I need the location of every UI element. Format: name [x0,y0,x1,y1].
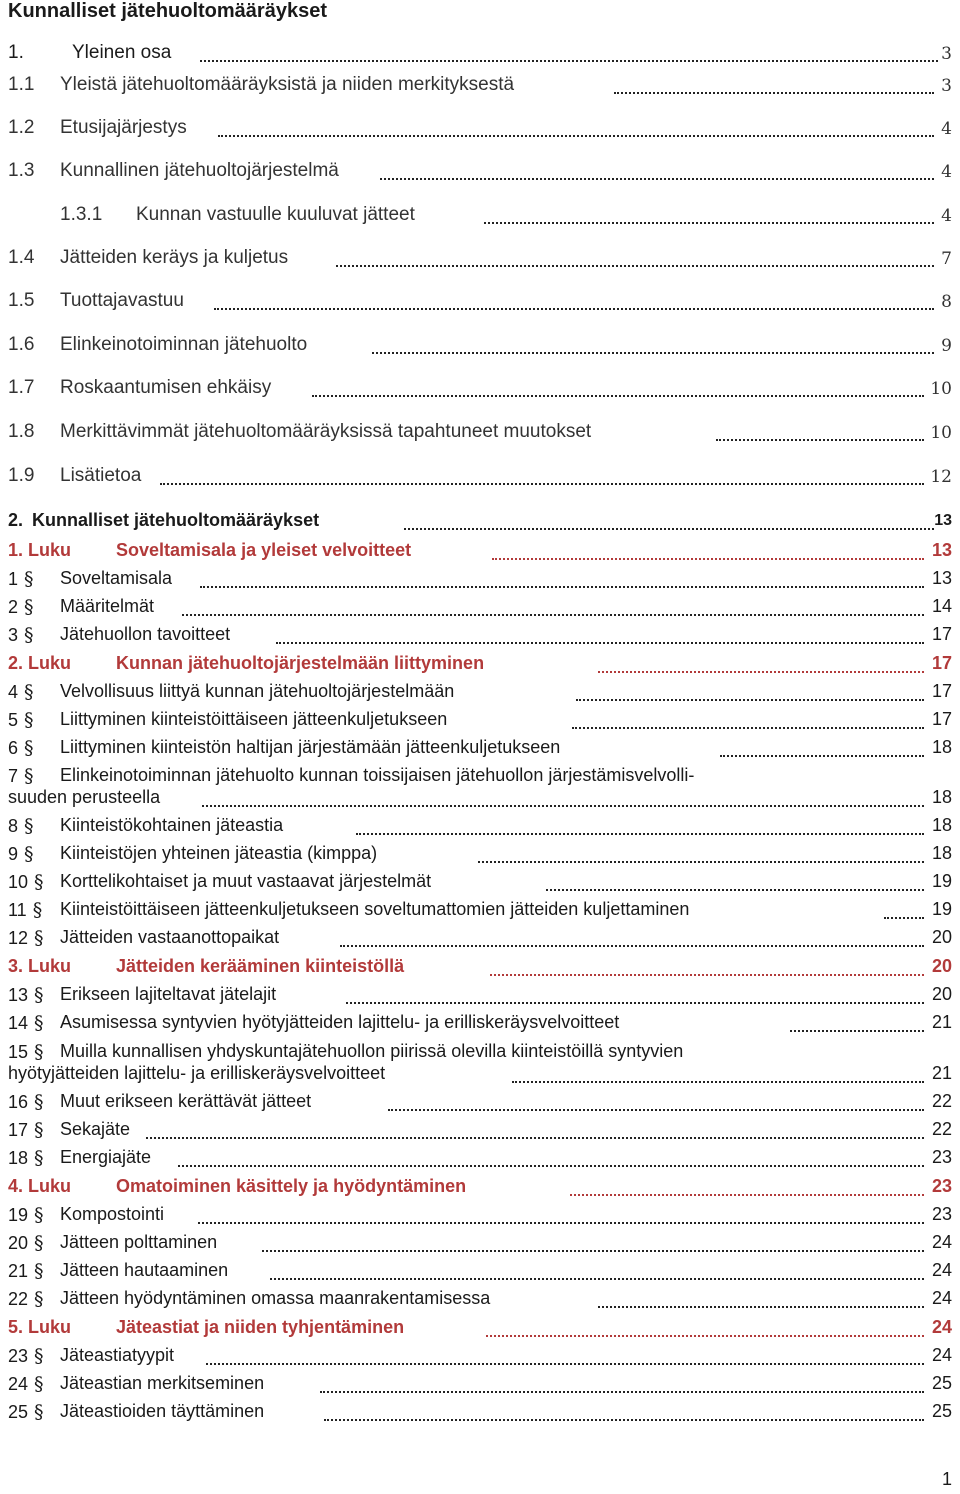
toc-page: 13 [931,540,952,560]
toc-entry[interactable] [0,117,960,147]
toc-chapter-number: 3. Luku [8,956,72,976]
toc-page: 4 [941,206,952,226]
toc-leader [276,624,924,644]
toc-page: 20 [931,956,952,976]
section-sign: § [34,1345,44,1367]
toc-text-line1: Muilla kunnallisen yhdyskuntajätehuollon piirissä olevilla kiinteistöillä syntyvien [60,1041,684,1061]
toc-section[interactable] [0,1345,960,1375]
toc-text: Liittyminen kiinteistön haltijan järjestämään jätteenkuljetukseen [60,737,561,757]
toc-leader [146,1119,924,1139]
toc-text: Kunnan vastuulle kuuluvat jätteet [136,204,415,225]
toc-page: 3 [941,76,952,96]
toc-number: 23 § [8,1345,44,1367]
toc-page: 14 [931,596,952,616]
toc-section[interactable] [0,709,960,739]
toc-leader [492,540,924,560]
toc-leader [576,681,924,701]
toc-page: 17 [931,653,952,673]
toc-page: 22 [931,1091,952,1111]
toc-leader [202,787,924,807]
toc-number: 1 § [8,568,34,590]
toc-leader [570,1176,924,1196]
toc-entry[interactable] [0,160,960,190]
toc-section[interactable] [0,1204,960,1234]
toc-page: 4 [941,119,952,139]
toc-number: 1. [8,42,24,63]
toc-section[interactable] [0,596,960,626]
toc-entry[interactable] [0,74,960,104]
section-sign: § [24,681,34,703]
section-sign: § [24,709,34,731]
toc-chapter-number: 2. Luku [8,653,72,673]
section-sign: § [34,1041,44,1063]
toc-number: 1.3 [8,160,35,181]
toc-leader [372,334,934,354]
toc-number: 1.1 [8,74,35,95]
toc-chapter-number: 5. Luku [8,1317,72,1337]
toc-leader [312,377,924,397]
toc-text: Kiinteistöittäiseen jätteenkuljetukseen soveltumattomien jätteiden kuljettaminen [60,899,690,919]
toc-text: Kiinteistöjen yhteinen jäteastia (kimppa) [60,843,378,863]
toc-page: 22 [931,1119,952,1139]
toc-leader [546,871,924,891]
toc-text: Korttelikohtaiset ja muut vastaavat järjestelmät [60,871,432,891]
toc-number: 10 § [8,871,44,893]
toc-leader [614,74,934,94]
toc-text: Jäteastiatyypit [60,1345,175,1365]
toc-entry[interactable] [0,465,960,495]
toc-leader [200,42,938,62]
toc-text: Energiajäte [60,1147,152,1167]
toc-chapter-text: Jätteiden kerääminen kiinteistöllä [116,956,405,976]
toc-leader [340,927,924,947]
section-sign: § [24,737,34,759]
toc-number: 18 § [8,1147,44,1169]
toc-number: 16 § [8,1091,44,1113]
toc-page: 19 [931,899,952,919]
toc-chapter-number: 4. Luku [8,1176,72,1196]
section-sign: § [34,984,44,1006]
toc-page: 9 [941,336,952,356]
toc-number: 7 § [8,765,34,787]
toc-chapter-number: 1. Luku [8,540,72,560]
toc-page: 23 [931,1204,952,1224]
toc-text: Jätteen polttaminen [60,1232,218,1252]
toc-number: 17 § [8,1119,44,1141]
toc-section[interactable] [0,568,960,598]
toc-number: 13 § [8,984,44,1006]
section-sign: § [24,843,34,865]
toc-number: 6 § [8,737,34,759]
toc-page: 18 [931,843,952,863]
toc-section[interactable] [0,1147,960,1177]
toc-number: 11 § [8,899,43,921]
toc-text-line2: suuden perusteella [8,787,161,807]
toc-entry[interactable] [0,42,960,72]
toc-leader [790,1012,924,1032]
toc-section[interactable] [0,927,960,957]
toc-leader [182,596,924,616]
section-sign: § [34,1091,44,1113]
toc-page: 18 [931,737,952,757]
toc-text: Kunnalliset jätehuoltomääräykset [32,510,320,530]
toc-number: 21 § [8,1260,44,1282]
toc-page: 10 [930,423,952,443]
toc-text: Asumisessa syntyvien hyötyjätteiden lajittelu- ja erilliskeräysvelvoitteet [60,1012,620,1032]
section-sign: § [34,1204,44,1226]
toc-chapter-text: Soveltamisala ja yleiset velvoitteet [116,540,412,560]
toc-text: Yleinen osa [72,42,172,63]
toc-number: 25 § [8,1401,44,1423]
section-sign: § [34,871,44,893]
toc-text-line2: hyötyjätteiden lajittelu- ja erilliskeräysvelvoitteet [8,1063,386,1083]
toc-number: 14 § [8,1012,44,1034]
toc-page: 17 [931,624,952,644]
toc-page: 18 [931,787,952,807]
toc-number: 19 § [8,1204,44,1226]
toc-text: Kunnallinen jätehuoltojärjestelmä [60,160,339,181]
section-sign: § [24,568,34,590]
toc-text: Jätteen hautaaminen [60,1260,229,1280]
toc-chapter[interactable] [0,1317,960,1347]
toc-leader [884,899,924,919]
toc-section[interactable] [0,984,960,1014]
section-sign: § [24,596,34,618]
toc-leader [198,1204,924,1224]
toc-leader [206,1345,924,1365]
toc-entry[interactable] [0,377,960,407]
toc-text: Jätehuollon tavoitteet [60,624,231,644]
section-sign: § [34,1288,44,1310]
toc-number: 8 § [8,815,34,837]
toc-page: 10 [930,379,952,399]
toc-chapter-text: Omatoiminen käsittely ja hyödyntäminen [116,1176,467,1196]
toc-section[interactable] [0,1041,960,1089]
toc-leader [512,1063,924,1083]
section-sign: § [34,1373,44,1395]
toc-page: 7 [941,249,952,269]
toc-text: Jäteastian merkitseminen [60,1373,265,1393]
toc-page: 24 [931,1317,952,1337]
toc-text: Muut erikseen kerättävät jätteet [60,1091,312,1111]
section-sign: § [34,1119,44,1141]
toc-leader [324,1401,924,1421]
toc-leader [716,421,924,441]
toc-leader [720,737,924,757]
toc-section[interactable] [0,737,960,767]
toc-page: 20 [931,927,952,947]
toc-page: 25 [931,1373,952,1393]
toc-section[interactable] [0,681,960,711]
toc-page: 17 [931,681,952,701]
toc-page: 3 [941,44,952,64]
toc-entry[interactable] [0,204,960,234]
toc-text: Yleistä jätehuoltomääräyksistä ja niiden merkityksestä [60,74,515,95]
toc-page: 20 [931,984,952,1004]
toc-leader [572,709,924,729]
toc-page: 8 [941,292,952,312]
toc-text: Jätteiden vastaanottopaikat [60,927,280,947]
toc-number: 22 § [8,1288,44,1310]
toc-leader [490,956,924,976]
toc-number: 1.8 [8,421,35,442]
section-sign: § [34,1401,44,1423]
toc-text: Jätteiden keräys ja kuljetus [60,247,289,268]
toc-number: 1.7 [8,377,35,398]
toc-section[interactable] [0,765,960,813]
toc-page: 24 [931,1288,952,1308]
toc-text: Erikseen lajiteltavat jätelajit [60,984,277,1004]
toc-section[interactable] [0,815,960,845]
toc-leader [320,1373,924,1393]
toc-page: 25 [931,1401,952,1421]
toc-section[interactable] [0,1119,960,1149]
toc-leader [598,653,924,673]
toc-number: 9 § [8,843,34,865]
toc-number: 1.2 [8,117,35,138]
toc-number: 1.9 [8,465,35,486]
toc-text-line1: Elinkeinotoiminnan jätehuolto kunnan toissijaisen jätehuollon järjestämisvelvolli- [60,765,695,785]
toc-text: Sekajäte [60,1119,131,1139]
toc-leader [336,247,934,267]
toc-number: 1.6 [8,334,35,355]
toc-leader [160,465,924,485]
toc-leader [486,1317,924,1337]
toc-section[interactable] [0,899,960,929]
page-number: 1 [941,1469,952,1489]
toc-leader [270,1260,924,1280]
toc-number: 1.4 [8,247,35,268]
toc-page: 13 [931,568,952,588]
toc-leader [200,568,924,588]
toc-part-heading[interactable] [0,510,960,540]
toc-chapter[interactable] [0,653,960,683]
section-sign: § [34,1232,44,1254]
toc-leader [178,1147,924,1167]
section-sign: § [24,624,34,646]
toc-leader [484,204,934,224]
section-sign: § [34,1260,44,1282]
toc-page: 23 [931,1176,952,1196]
section-sign: § [34,1147,44,1169]
toc-leader [218,117,934,137]
toc-number: 3 § [8,624,34,646]
toc-text: Roskaantumisen ehkäisy [60,377,272,398]
toc-text: Kiinteistökohtainen jäteastia [60,815,284,835]
toc-section[interactable] [0,1012,960,1042]
toc-page: 24 [931,1345,952,1365]
toc-text: Elinkeinotoiminnan jätehuolto [60,334,308,355]
toc-text: Lisätietoa [60,465,142,486]
toc-entry[interactable] [0,334,960,364]
toc-section[interactable] [0,624,960,654]
toc-leader [388,1091,924,1111]
toc-text: Merkittävimmät jätehuoltomääräyksissä tapahtuneet muutokset [60,421,592,442]
toc-text: Kompostointi [60,1204,165,1224]
toc-leader [346,984,924,1004]
toc-section[interactable] [0,871,960,901]
toc-number: 5 § [8,709,34,731]
toc-chapter-text: Jäteastiat ja niiden tyhjentäminen [116,1317,405,1337]
toc-number: 1.3.1 [60,204,103,225]
toc-page: 19 [931,871,952,891]
toc-text: Velvollisuus liittyä kunnan jätehuoltojärjestelmään [60,681,455,701]
toc-entry[interactable] [0,290,960,320]
toc-page: 23 [931,1147,952,1167]
toc-number: 12 § [8,927,44,949]
toc-leader [404,510,934,530]
toc-page: 21 [931,1012,952,1032]
toc-section[interactable] [0,1288,960,1318]
toc-leader [380,160,934,180]
toc-number: 20 § [8,1232,44,1254]
toc-leader [356,815,924,835]
toc-text: Jäteastioiden täyttäminen [60,1401,265,1421]
toc-section[interactable] [0,1373,960,1403]
toc-page: 12 [930,467,952,487]
toc-page: 4 [941,162,952,182]
toc-leader [598,1288,924,1308]
toc-page: 24 [931,1260,952,1280]
toc-entry[interactable] [0,421,960,451]
toc-section[interactable] [0,1232,960,1262]
toc-text: Etusijajärjestys [60,117,187,138]
toc-text: Soveltamisala [60,568,173,588]
toc-leader [262,1232,924,1252]
toc-leader [478,843,924,863]
toc-section[interactable] [0,843,960,873]
section-sign: § [24,815,34,837]
toc-page: 17 [931,709,952,729]
toc-page: 13 [934,512,952,529]
toc-number: 24 § [8,1373,44,1395]
toc-page: 18 [931,815,952,835]
toc-leader [214,290,934,310]
toc-text: Liittyminen kiinteistöittäiseen jätteenkuljetukseen [60,709,448,729]
toc-chapter[interactable] [0,956,960,986]
toc-number: 2. [8,510,24,530]
toc-entry[interactable] [0,247,960,277]
toc-page: 24 [931,1232,952,1252]
toc-number: 4 § [8,681,34,703]
page-title: Kunnalliset jätehuoltomääräykset [8,0,327,22]
toc-section[interactable] [0,1260,960,1290]
toc-text: Jätteen hyödyntäminen omassa maanrakentamisessa [60,1288,491,1308]
section-sign: § [32,899,43,921]
section-sign: § [34,1012,44,1034]
toc-number: 2 § [8,596,34,618]
toc-number: 15 § [8,1041,44,1063]
section-sign: § [34,927,44,949]
toc-text: Tuottajavastuu [60,290,184,311]
section-sign: § [24,765,34,787]
toc-page: 21 [931,1063,952,1083]
toc-text: Määritelmät [60,596,155,616]
toc-section[interactable] [0,1401,960,1431]
toc-number: 1.5 [8,290,35,311]
toc-section[interactable] [0,1091,960,1121]
toc-chapter[interactable] [0,1176,960,1206]
toc-chapter-text: Kunnan jätehuoltojärjestelmään liittyminen [116,653,485,673]
toc-chapter[interactable] [0,540,960,570]
